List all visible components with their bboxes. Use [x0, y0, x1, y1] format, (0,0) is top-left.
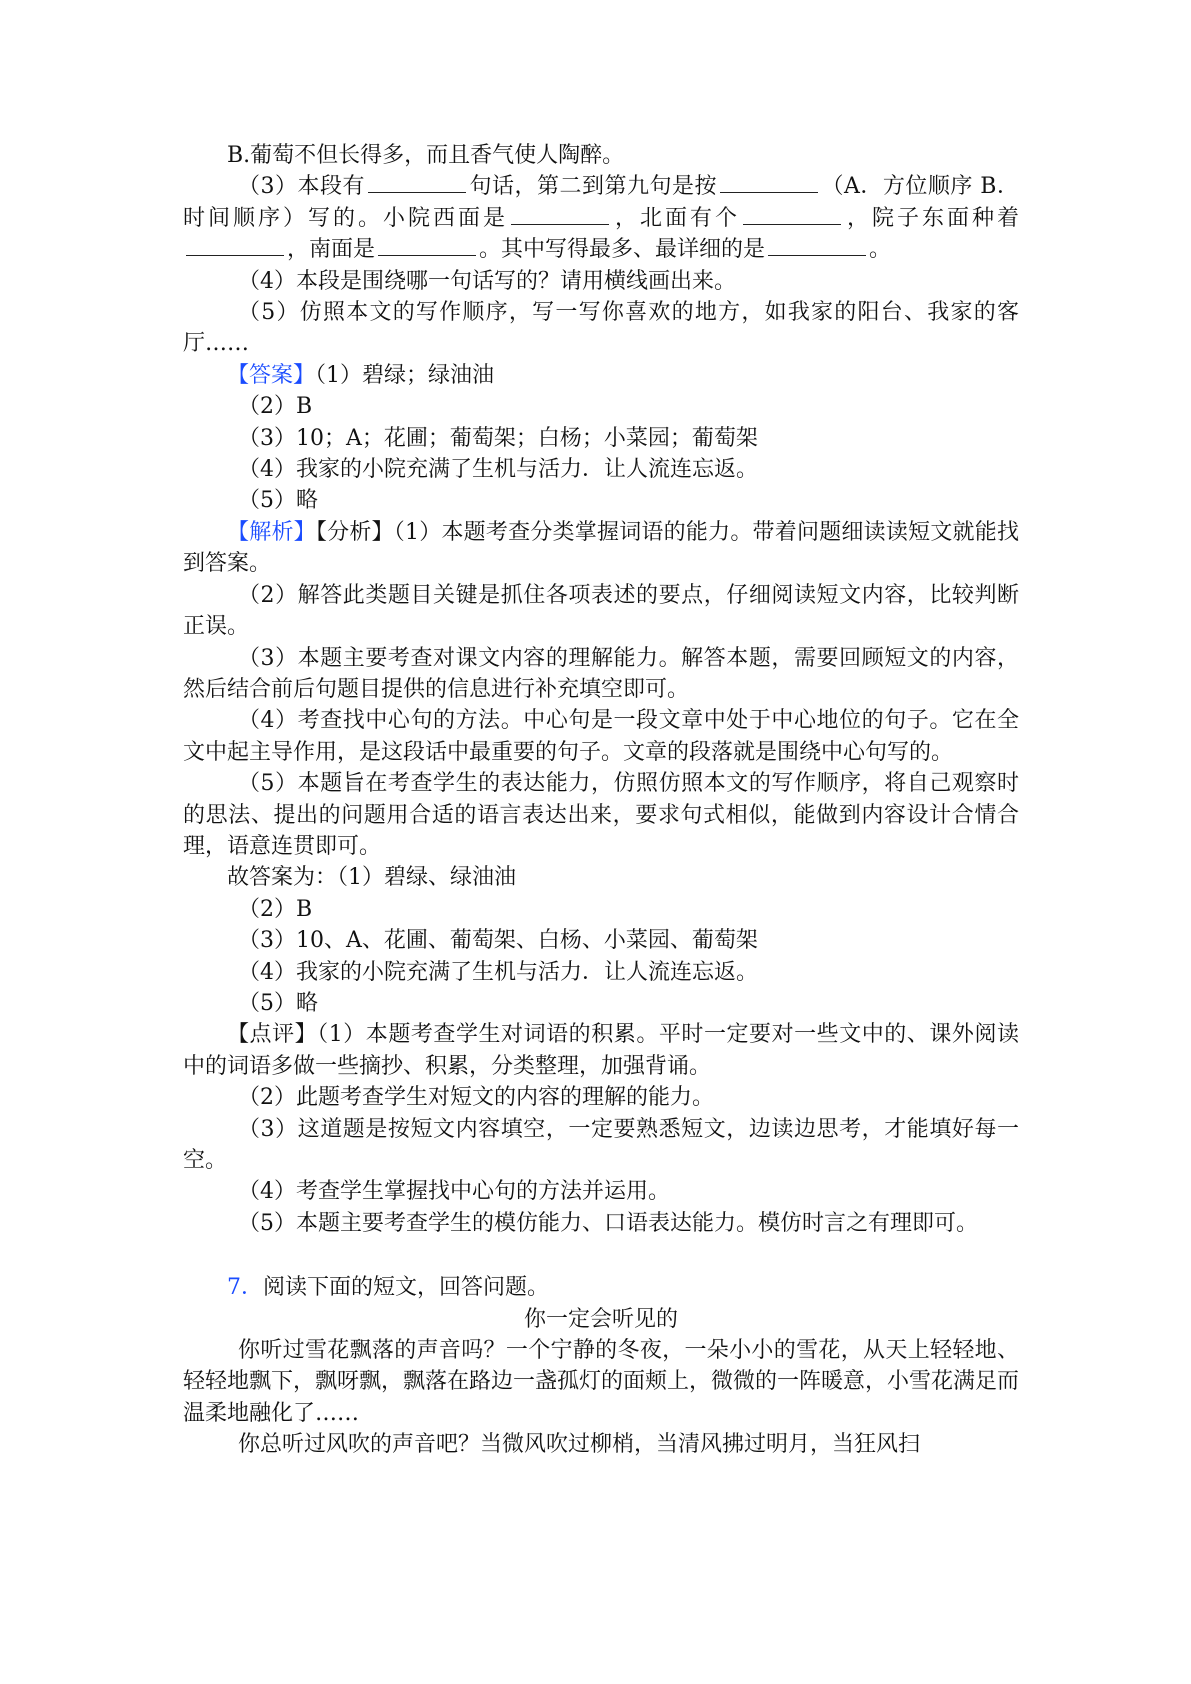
comment-line-2: （2）此题考查学生对短文的内容的理解的能力。: [238, 1085, 714, 1111]
question-5: （5）仿照本文的写作顺序，写一写你喜欢的地方，如我家的阳台、我家的客厅……: [183, 300, 1019, 357]
blank-7[interactable]: [768, 239, 866, 256]
analysis-line-2: （2）解答此类题目关键是抓住各项表述的要点，仔细阅读短文内容，比较判断正误。: [183, 582, 1019, 640]
answer-line-4: （4）我家的小院充满了生机与活力．让人流连忘返。: [238, 457, 758, 483]
comment-line-3: （3）这道题是按短文内容填空，一定要熟悉短文，边读边思考，才能填好每一空。: [183, 1116, 1019, 1173]
answer-tag: 【答案】: [227, 362, 316, 388]
summary-line-2: （2）B: [238, 896, 313, 922]
passage-paragraph-2: 你总听过风吹的声音吧？当微风吹过柳梢，当清风拂过明月，当狂风扫: [238, 1432, 921, 1458]
option-b: B.葡萄不但长得多，而且香气使人陶醉。: [227, 143, 625, 168]
analysis-line-3: （3）本题主要考查对课文内容的理解能力。解答本题，需要回顾短文的内容，然后结合前后句题目提供的信息进行补充填空即可。: [183, 645, 1019, 702]
comment-line-5: （5）本题主要考查学生的模仿能力、口语表达能力。模仿时言之有理即可。: [238, 1210, 978, 1236]
analysis-line-1: 【解析】【分析】（1）本题考查分类掌握词语的能力。带着问题细读读短文就能找到答案。: [183, 519, 1019, 577]
summary-line-4: （4）我家的小院充满了生机与活力．让人流连忘返。: [238, 959, 758, 985]
blank-1[interactable]: [368, 176, 466, 193]
analysis-line-5: （5）本题旨在考查学生的表达能力，仿照仿照本文的写作顺序，将自己观察时的思法、提出的问题用合适的语言表达出来，要求句式相似，能做到内容设计合情合理，语意连贯即可。: [183, 771, 1019, 859]
question-4: （4）本段是围绕哪一句话写的？请用横线画出来。: [238, 268, 736, 294]
comment-line-1: 【点评】（1）本题考查学生对词语的积累。平时一定要对一些文中的、课外阅读中的词语多做一些摘抄、积累，分类整理，加强背诵。: [183, 1022, 1019, 1079]
summary-line-3: （3）10、A、花圃、葡萄架、白杨、小菜园、葡萄架: [238, 928, 758, 954]
passage-title: 你一定会听见的: [523, 1306, 678, 1332]
question-3: （3）本段有 句话，第二到第九句是按 （A．方位顺序 B．时间顺序）写的。小院西面是 ，北面有个 ，院子东面种着，南面是 。其中写得最多、最详细的是 。: [183, 174, 1019, 263]
section-gap: [183, 1239, 1019, 1272]
question-7-heading: 7．阅读下面的短文，回答问题。: [227, 1275, 550, 1301]
blank-6[interactable]: [378, 239, 476, 256]
comment-line-4: （4）考查学生掌握找中心句的方法并运用。: [238, 1179, 670, 1205]
summary-line-1: 故答案为：（1）碧绿、绿油油: [227, 865, 516, 891]
summary-line-5: （5）略: [238, 990, 318, 1016]
blank-5[interactable]: [186, 239, 284, 256]
answer-line-3: （3）10；A；花圃；葡萄架；白杨；小菜园；葡萄架: [238, 425, 758, 451]
blank-3[interactable]: [511, 208, 609, 225]
passage-paragraph-1: 你听过雪花飘落的声音吗？一个宁静的冬夜，一朵小小的雪花，从天上轻轻地、轻轻地飘下，飘呀飘，飘落在路边一盏孤灯的面颊上，微微的一阵暖意，小雪花满足而温柔地融化了……: [183, 1338, 1020, 1426]
document-page: [183, 140, 1019, 1461]
answer-line-2: （2）B: [238, 394, 313, 420]
answer-line-5: （5）略: [238, 488, 318, 514]
blank-2[interactable]: [720, 176, 818, 193]
question-number: 7．: [227, 1275, 263, 1301]
answer-line-1: 【答案】（1）碧绿；绿油油: [227, 362, 495, 388]
blank-4[interactable]: [743, 208, 841, 225]
analysis-line-4: （4）考查找中心句的方法。中心句是一段文章中处于中心地位的句子。它在全文中起主导作用，是这段话中最重要的句子。文章的段落就是围绕中心句写的。: [183, 708, 1019, 765]
analysis-tag: 【解析】: [227, 519, 316, 545]
